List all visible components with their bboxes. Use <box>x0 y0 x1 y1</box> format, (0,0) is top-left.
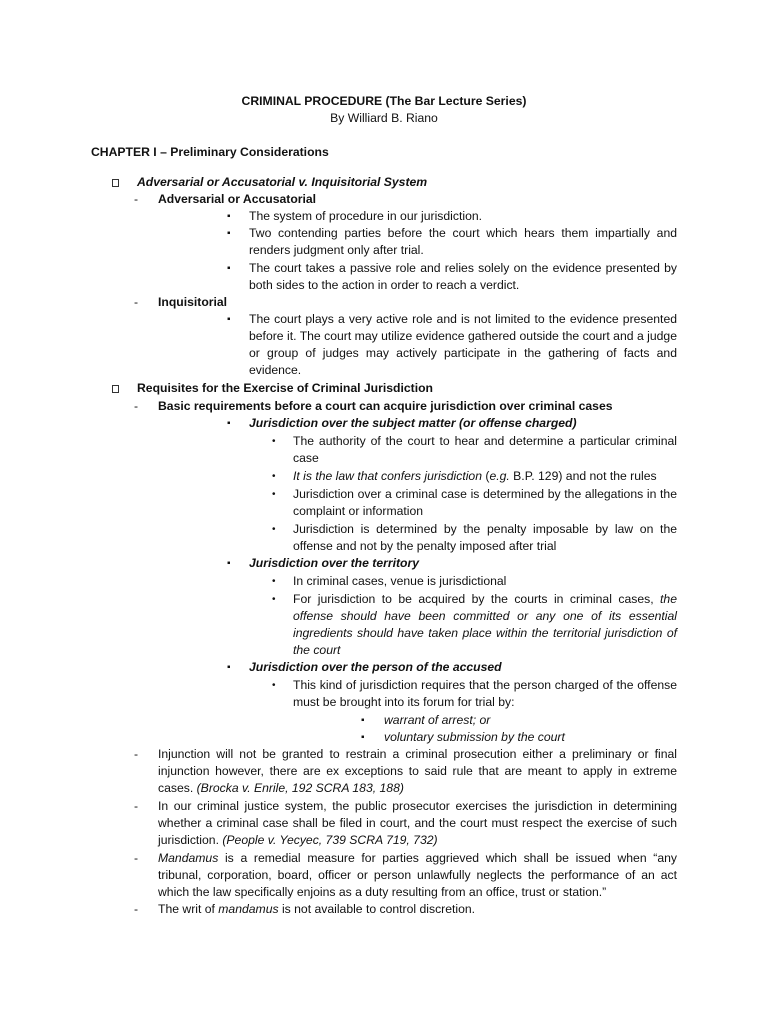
list-item: Jurisdiction is determined by the penalty imposable by law on the offense and not by the penalty imposed after trial <box>293 522 677 553</box>
dot-bullet-icon: • <box>272 594 276 605</box>
square-bullet-icon: ▪ <box>361 732 365 743</box>
list-item: The court takes a passive role and relies solely on the evidence presented by both sides to the action in order to reach a verdict. <box>249 261 677 292</box>
dash-bullet: - <box>134 192 139 206</box>
plain-text: For jurisdiction to be acquired by the courts in criminal cases, <box>293 592 661 606</box>
plain-text: is a remedial measure for parties aggrieved which shall be issued when “any tribunal, corporation, board, officer or person unlawfully neglects the performance of an act which the law specifically enjoins as a duty resulting from an office, trust or station.” <box>158 851 677 899</box>
list-item: The system of procedure in our jurisdiction. <box>249 209 483 223</box>
plain-text: In our criminal justice system, the public prosecutor exercises the jurisdiction in determining whether a criminal case shall be filed in court, and the court must respect the exercise of such jurisdiction. <box>158 799 677 847</box>
jurisdiction-person-heading: Jurisdiction over the person of the accused <box>249 660 502 674</box>
list-item <box>293 591 677 659</box>
list-item: This kind of jurisdiction requires that the person charged of the offense must be brought into its forum for trial by: <box>293 678 677 709</box>
list-item: warrant of arrest; or <box>384 713 491 727</box>
note-paragraph <box>158 901 677 918</box>
dash-bullet: - <box>134 295 139 309</box>
plain-text: is not available to control discretion. <box>278 902 476 916</box>
subheading-adversarial: Adversarial or Accusatorial <box>158 192 317 206</box>
chapter-dash: – <box>160 145 167 159</box>
emphasis-text: Mandamus <box>158 851 219 865</box>
citation: (People v. Yecyec, 739 SCRA 719, 732) <box>222 833 438 847</box>
list-item: Jurisdiction over a criminal case is determined by the allegations in the complaint or information <box>293 487 677 518</box>
list-item: voluntary submission by the court <box>384 730 565 744</box>
square-bullet-icon: ▪ <box>227 263 231 274</box>
jurisdiction-territory-heading: Jurisdiction over the territory <box>249 556 419 570</box>
list-item: Two contending parties before the court which hears them impartially and renders judgment only after trial. <box>249 226 677 257</box>
document-title: CRIMINAL PROCEDURE (The Bar Lecture Series) <box>241 94 527 108</box>
plain-text: The writ of <box>158 902 219 916</box>
list-item: The court plays a very active role and is not limited to the evidence presented before it. The court may utilize evidence gathered outside the court and a judge or group of judges may actively participate in the gathering of facts and evidence. <box>249 312 677 377</box>
dot-bullet-icon: • <box>272 576 276 587</box>
emphasis-text: e.g. <box>489 469 510 483</box>
jurisdiction-subject-matter-heading: Jurisdiction over the subject matter (or offense charged) <box>249 416 577 430</box>
chapter-label: CHAPTER I <box>91 145 157 159</box>
square-bullet-icon: ▪ <box>227 418 231 429</box>
checkbox-bullet-icon <box>112 385 119 393</box>
dash-bullet: - <box>134 399 139 413</box>
list-item: The authority of the court to hear and determine a particular criminal case <box>293 434 677 465</box>
section-heading-requisites: Requisites for the Exercise of Criminal Jurisdiction <box>137 381 433 395</box>
dot-bullet-icon: • <box>272 436 276 447</box>
emphasis-text: the offense should have been committed or any one of its essential ingredients should have taken place within the territorial jurisdiction of the court <box>293 592 677 657</box>
plain-text: ( <box>482 469 490 483</box>
square-bullet-icon: ▪ <box>227 228 231 239</box>
dash-bullet: - <box>134 799 139 813</box>
emphasis-text: mandamus <box>218 902 279 916</box>
plain-text: B.P. 129) and not the rules <box>509 469 657 483</box>
square-bullet-icon: ▪ <box>227 558 231 569</box>
subheading-basic-requirements: Basic requirements before a court can acquire jurisdiction over criminal cases <box>158 399 613 413</box>
chapter-title: Preliminary Considerations <box>170 145 329 159</box>
note-paragraph <box>158 746 677 797</box>
dot-bullet-icon: • <box>272 680 276 691</box>
list-item <box>293 468 677 485</box>
square-bullet-icon: ▪ <box>227 211 231 222</box>
list-item: In criminal cases, venue is jurisdictional <box>293 574 507 588</box>
emphasis-text: It is the law that confers jurisdiction <box>293 469 482 483</box>
checkbox-bullet-icon <box>112 179 119 187</box>
subheading-inquisitorial: Inquisitorial <box>158 295 228 309</box>
square-bullet-icon: ▪ <box>361 715 365 726</box>
section-heading-adversarial: Adversarial or Accusatorial v. Inquisitorial System <box>137 175 428 189</box>
document-author: By Williard B. Riano <box>330 111 438 125</box>
dot-bullet-icon: • <box>272 524 276 535</box>
square-bullet-icon: ▪ <box>227 314 231 325</box>
dash-bullet: - <box>134 851 139 865</box>
chapter-heading <box>91 144 329 161</box>
note-paragraph <box>158 850 677 901</box>
plain-text: Injunction will not be granted to restrain a criminal prosecution either a preliminary or final injunction however, there are ex exceptions to said rule that are meant to apply in extreme cases. <box>158 747 677 795</box>
dash-bullet: - <box>134 747 139 761</box>
square-bullet-icon: ▪ <box>227 662 231 673</box>
dot-bullet-icon: • <box>272 489 276 500</box>
note-paragraph <box>158 798 677 849</box>
dash-bullet: - <box>134 902 139 916</box>
dot-bullet-icon: • <box>272 471 276 482</box>
citation: (Brocka v. Enrile, 192 SCRA 183, 188) <box>196 781 404 795</box>
